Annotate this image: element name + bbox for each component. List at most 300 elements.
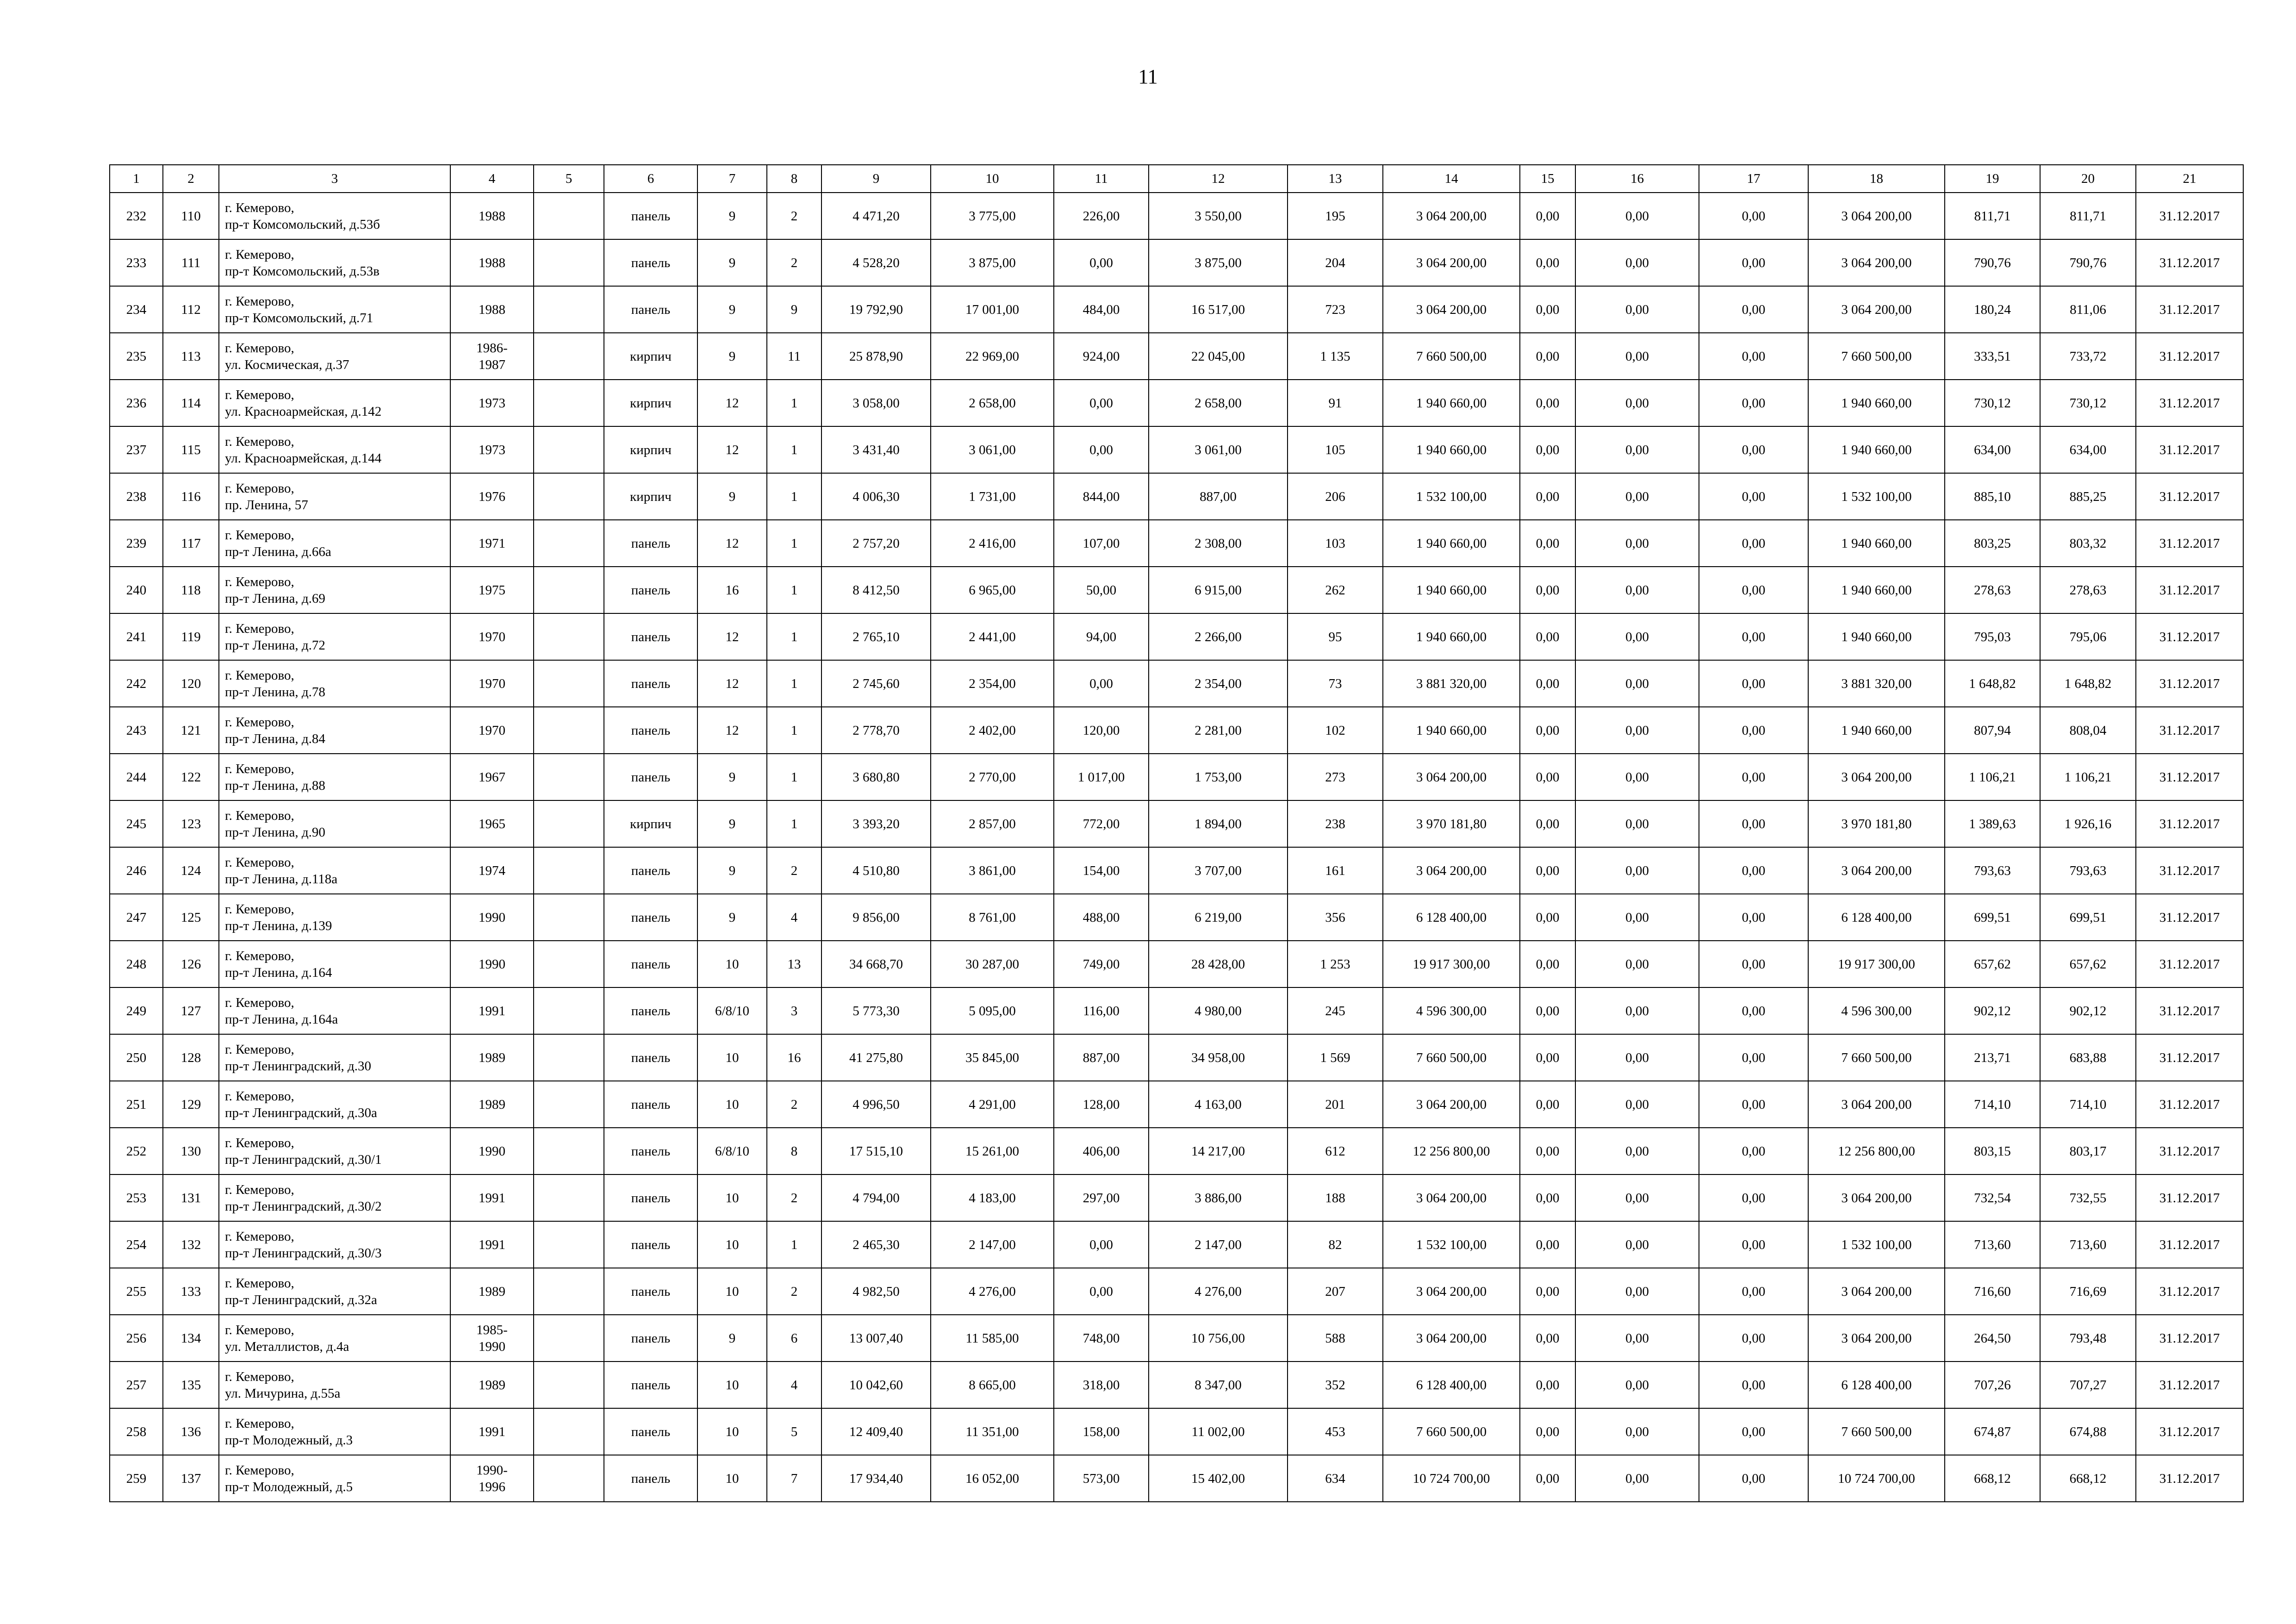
entrances-cell: 1 (767, 473, 821, 520)
col-17-cell: 0,00 (1699, 1362, 1808, 1408)
col-17-cell: 0,00 (1699, 613, 1808, 660)
row-number-cell: 247 (110, 894, 163, 941)
col-15-cell: 0,00 (1520, 613, 1575, 660)
index-cell: 115 (163, 426, 219, 473)
floors-cell: 10 (697, 941, 767, 987)
area-12-cell: 2 147,00 (1149, 1221, 1288, 1268)
nonresidential-area-cell: 749,00 (1054, 941, 1149, 987)
area-12-cell: 2 354,00 (1149, 660, 1288, 707)
residents-cell: 206 (1288, 473, 1383, 520)
nonresidential-area-cell: 297,00 (1054, 1174, 1149, 1221)
column-header-9: 9 (821, 165, 931, 193)
entrances-cell: 2 (767, 1081, 821, 1128)
residents-cell: 103 (1288, 520, 1383, 567)
row-number-cell: 259 (110, 1455, 163, 1502)
col-17-cell: 0,00 (1699, 567, 1808, 613)
address-cell: г. Кемерово, ул. Красноармейская, д.144 (219, 426, 450, 473)
col-19-value-cell: 180,24 (1945, 286, 2040, 333)
col-5-cell (534, 987, 604, 1034)
col-19-value-cell: 714,10 (1945, 1081, 2040, 1128)
year-built-cell: 1990- 1996 (450, 1455, 534, 1502)
residential-area-cell: 17 001,00 (931, 286, 1054, 333)
col-20-value-cell: 1 926,16 (2040, 800, 2136, 847)
entrances-cell: 1 (767, 660, 821, 707)
col-20-value-cell: 885,25 (2040, 473, 2136, 520)
address-cell: г. Кемерово, пр-т Ленинградский, д.30 (219, 1034, 450, 1081)
page-number: 11 (1138, 65, 1158, 88)
col-20-value-cell: 716,69 (2040, 1268, 2136, 1315)
col-5-cell (534, 941, 604, 987)
col-19-value-cell: 213,71 (1945, 1034, 2040, 1081)
nonresidential-area-cell: 116,00 (1054, 987, 1149, 1034)
col-20-value-cell: 733,72 (2040, 333, 2136, 380)
col-20-value-cell: 811,06 (2040, 286, 2136, 333)
column-header-20: 20 (2040, 165, 2136, 193)
total-area-cell: 2 745,60 (821, 660, 931, 707)
residents-cell: 238 (1288, 800, 1383, 847)
row-number-cell: 234 (110, 286, 163, 333)
residential-area-cell: 2 658,00 (931, 380, 1054, 426)
total-cost-cell: 3 881 320,00 (1383, 660, 1520, 707)
nonresidential-area-cell: 158,00 (1054, 1408, 1149, 1455)
deadline-date-cell: 31.12.2017 (2136, 1362, 2243, 1408)
col-20-value-cell: 1 106,21 (2040, 754, 2136, 800)
column-header-1: 1 (110, 165, 163, 193)
col-19-value-cell: 713,60 (1945, 1221, 2040, 1268)
floors-cell: 6/8/10 (697, 1128, 767, 1174)
entrances-cell: 2 (767, 1268, 821, 1315)
area-12-cell: 6 915,00 (1149, 567, 1288, 613)
residents-cell: 82 (1288, 1221, 1383, 1268)
wall-material-cell: панель (604, 1268, 697, 1315)
index-cell: 129 (163, 1081, 219, 1128)
total-cost-cell: 3 064 200,00 (1383, 847, 1520, 894)
col-20-value-cell: 713,60 (2040, 1221, 2136, 1268)
column-header-6: 6 (604, 165, 697, 193)
area-12-cell: 14 217,00 (1149, 1128, 1288, 1174)
row-number-cell: 255 (110, 1268, 163, 1315)
residents-cell: 273 (1288, 754, 1383, 800)
residents-cell: 195 (1288, 193, 1383, 239)
deadline-date-cell: 31.12.2017 (2136, 613, 2243, 660)
col-5-cell (534, 380, 604, 426)
floors-cell: 12 (697, 520, 767, 567)
row-number-cell: 257 (110, 1362, 163, 1408)
nonresidential-area-cell: 94,00 (1054, 613, 1149, 660)
floors-cell: 9 (697, 333, 767, 380)
col-18-cost-cell: 3 970 181,80 (1808, 800, 1945, 847)
index-cell: 119 (163, 613, 219, 660)
index-cell: 113 (163, 333, 219, 380)
floors-cell: 12 (697, 707, 767, 754)
col-15-cell: 0,00 (1520, 333, 1575, 380)
col-17-cell: 0,00 (1699, 1081, 1808, 1128)
col-16-cell: 0,00 (1575, 1128, 1699, 1174)
row-number-cell: 241 (110, 613, 163, 660)
deadline-date-cell: 31.12.2017 (2136, 567, 2243, 613)
col-15-cell: 0,00 (1520, 426, 1575, 473)
total-area-cell: 34 668,70 (821, 941, 931, 987)
column-header-17: 17 (1699, 165, 1808, 193)
col-5-cell (534, 754, 604, 800)
address-cell: г. Кемерово, пр-т Комсомольский, д.71 (219, 286, 450, 333)
floors-cell: 10 (697, 1408, 767, 1455)
entrances-cell: 2 (767, 193, 821, 239)
area-12-cell: 6 219,00 (1149, 894, 1288, 941)
floors-cell: 9 (697, 754, 767, 800)
residents-cell: 723 (1288, 286, 1383, 333)
col-16-cell: 0,00 (1575, 800, 1699, 847)
nonresidential-area-cell: 406,00 (1054, 1128, 1149, 1174)
column-header-2: 2 (163, 165, 219, 193)
total-area-cell: 2 765,10 (821, 613, 931, 660)
index-cell: 137 (163, 1455, 219, 1502)
floors-cell: 10 (697, 1362, 767, 1408)
table-row (110, 754, 2243, 800)
col-17-cell: 0,00 (1699, 520, 1808, 567)
total-area-cell: 2 778,70 (821, 707, 931, 754)
wall-material-cell: панель (604, 1174, 697, 1221)
residents-cell: 73 (1288, 660, 1383, 707)
total-area-cell: 4 528,20 (821, 239, 931, 286)
total-area-cell: 13 007,40 (821, 1315, 931, 1362)
address-cell: г. Кемерово, пр-т Ленинградский, д.30а (219, 1081, 450, 1128)
col-15-cell: 0,00 (1520, 800, 1575, 847)
year-built-cell: 1990 (450, 1128, 534, 1174)
col-5-cell (534, 847, 604, 894)
row-number-cell: 240 (110, 567, 163, 613)
col-5-cell (534, 520, 604, 567)
col-20-value-cell: 657,62 (2040, 941, 2136, 987)
total-area-cell: 3 058,00 (821, 380, 931, 426)
total-area-cell: 2 465,30 (821, 1221, 931, 1268)
wall-material-cell: панель (604, 613, 697, 660)
col-18-cost-cell: 1 532 100,00 (1808, 473, 1945, 520)
table-row (110, 333, 2243, 380)
table-row (110, 987, 2243, 1034)
year-built-cell: 1991 (450, 1408, 534, 1455)
total-area-cell: 25 878,90 (821, 333, 931, 380)
total-area-cell: 8 412,50 (821, 567, 931, 613)
table-row (110, 941, 2243, 987)
col-18-cost-cell: 3 064 200,00 (1808, 1268, 1945, 1315)
floors-cell: 9 (697, 286, 767, 333)
year-built-cell: 1988 (450, 239, 534, 286)
residents-cell: 356 (1288, 894, 1383, 941)
nonresidential-area-cell: 0,00 (1054, 1268, 1149, 1315)
address-cell: г. Кемерово, пр-т Ленина, д.78 (219, 660, 450, 707)
nonresidential-area-cell: 0,00 (1054, 380, 1149, 426)
total-cost-cell: 1 940 660,00 (1383, 426, 1520, 473)
residential-area-cell: 11 351,00 (931, 1408, 1054, 1455)
area-12-cell: 2 281,00 (1149, 707, 1288, 754)
col-16-cell: 0,00 (1575, 1315, 1699, 1362)
deadline-date-cell: 31.12.2017 (2136, 1034, 2243, 1081)
col-19-value-cell: 732,54 (1945, 1174, 2040, 1221)
col-5-cell (534, 239, 604, 286)
floors-cell: 9 (697, 894, 767, 941)
index-cell: 117 (163, 520, 219, 567)
col-18-cost-cell: 3 064 200,00 (1808, 239, 1945, 286)
residential-area-cell: 8 761,00 (931, 894, 1054, 941)
col-18-cost-cell: 3 064 200,00 (1808, 1315, 1945, 1362)
index-cell: 111 (163, 239, 219, 286)
nonresidential-area-cell: 0,00 (1054, 660, 1149, 707)
col-5-cell (534, 1268, 604, 1315)
floors-cell: 9 (697, 193, 767, 239)
area-12-cell: 34 958,00 (1149, 1034, 1288, 1081)
col-19-value-cell: 264,50 (1945, 1315, 2040, 1362)
total-area-cell: 2 757,20 (821, 520, 931, 567)
total-area-cell: 10 042,60 (821, 1362, 931, 1408)
total-area-cell: 3 431,40 (821, 426, 931, 473)
nonresidential-area-cell: 50,00 (1054, 567, 1149, 613)
residents-cell: 352 (1288, 1362, 1383, 1408)
address-cell: г. Кемерово, ул. Красноармейская, д.142 (219, 380, 450, 426)
col-18-cost-cell: 1 940 660,00 (1808, 613, 1945, 660)
area-12-cell: 3 875,00 (1149, 239, 1288, 286)
col-17-cell: 0,00 (1699, 1408, 1808, 1455)
area-12-cell: 16 517,00 (1149, 286, 1288, 333)
col-19-value-cell: 803,25 (1945, 520, 2040, 567)
entrances-cell: 7 (767, 1455, 821, 1502)
housing-registry-table (109, 164, 2244, 1502)
col-18-cost-cell: 6 128 400,00 (1808, 894, 1945, 941)
residents-cell: 245 (1288, 987, 1383, 1034)
table-row (110, 847, 2243, 894)
nonresidential-area-cell: 748,00 (1054, 1315, 1149, 1362)
total-area-cell: 3 680,80 (821, 754, 931, 800)
col-5-cell (534, 894, 604, 941)
floors-cell: 9 (697, 847, 767, 894)
floors-cell: 10 (697, 1268, 767, 1315)
col-5-cell (534, 707, 604, 754)
col-19-value-cell: 707,26 (1945, 1362, 2040, 1408)
table-row (110, 1268, 2243, 1315)
floors-cell: 9 (697, 239, 767, 286)
index-cell: 114 (163, 380, 219, 426)
index-cell: 133 (163, 1268, 219, 1315)
deadline-date-cell: 31.12.2017 (2136, 1455, 2243, 1502)
year-built-cell: 1990 (450, 941, 534, 987)
year-built-cell: 1986- 1987 (450, 333, 534, 380)
col-15-cell: 0,00 (1520, 567, 1575, 613)
col-19-value-cell: 668,12 (1945, 1455, 2040, 1502)
row-number-cell: 256 (110, 1315, 163, 1362)
wall-material-cell: панель (604, 567, 697, 613)
deadline-date-cell: 31.12.2017 (2136, 426, 2243, 473)
deadline-date-cell: 31.12.2017 (2136, 1174, 2243, 1221)
nonresidential-area-cell: 318,00 (1054, 1362, 1149, 1408)
col-19-value-cell: 793,63 (1945, 847, 2040, 894)
row-number-cell: 236 (110, 380, 163, 426)
col-16-cell: 0,00 (1575, 1034, 1699, 1081)
residents-cell: 207 (1288, 1268, 1383, 1315)
address-cell: г. Кемерово, пр-т Ленина, д.139 (219, 894, 450, 941)
area-12-cell: 10 756,00 (1149, 1315, 1288, 1362)
col-15-cell: 0,00 (1520, 987, 1575, 1034)
entrances-cell: 5 (767, 1408, 821, 1455)
wall-material-cell: панель (604, 754, 697, 800)
entrances-cell: 1 (767, 800, 821, 847)
index-cell: 112 (163, 286, 219, 333)
row-number-cell: 254 (110, 1221, 163, 1268)
area-12-cell: 15 402,00 (1149, 1455, 1288, 1502)
entrances-cell: 8 (767, 1128, 821, 1174)
total-area-cell: 4 996,50 (821, 1081, 931, 1128)
index-cell: 132 (163, 1221, 219, 1268)
year-built-cell: 1965 (450, 800, 534, 847)
floors-cell: 12 (697, 380, 767, 426)
residents-cell: 102 (1288, 707, 1383, 754)
column-header-13: 13 (1288, 165, 1383, 193)
deadline-date-cell: 31.12.2017 (2136, 707, 2243, 754)
col-5-cell (534, 1081, 604, 1128)
year-built-cell: 1976 (450, 473, 534, 520)
col-16-cell: 0,00 (1575, 987, 1699, 1034)
table-row (110, 613, 2243, 660)
col-16-cell: 0,00 (1575, 1268, 1699, 1315)
nonresidential-area-cell: 484,00 (1054, 286, 1149, 333)
residential-area-cell: 15 261,00 (931, 1128, 1054, 1174)
residential-area-cell: 2 857,00 (931, 800, 1054, 847)
wall-material-cell: панель (604, 1081, 697, 1128)
index-cell: 127 (163, 987, 219, 1034)
col-17-cell: 0,00 (1699, 847, 1808, 894)
col-18-cost-cell: 1 532 100,00 (1808, 1221, 1945, 1268)
area-12-cell: 2 308,00 (1149, 520, 1288, 567)
col-15-cell: 0,00 (1520, 473, 1575, 520)
entrances-cell: 2 (767, 847, 821, 894)
floors-cell: 9 (697, 1315, 767, 1362)
entrances-cell: 9 (767, 286, 821, 333)
col-16-cell: 0,00 (1575, 613, 1699, 660)
area-12-cell: 1 894,00 (1149, 800, 1288, 847)
year-built-cell: 1985- 1990 (450, 1315, 534, 1362)
floors-cell: 16 (697, 567, 767, 613)
column-header-8: 8 (767, 165, 821, 193)
col-17-cell: 0,00 (1699, 380, 1808, 426)
col-15-cell: 0,00 (1520, 894, 1575, 941)
year-built-cell: 1975 (450, 567, 534, 613)
residents-cell: 105 (1288, 426, 1383, 473)
col-18-cost-cell: 1 940 660,00 (1808, 520, 1945, 567)
col-15-cell: 0,00 (1520, 1221, 1575, 1268)
col-15-cell: 0,00 (1520, 1362, 1575, 1408)
residents-cell: 1 569 (1288, 1034, 1383, 1081)
col-16-cell: 0,00 (1575, 941, 1699, 987)
col-19-value-cell: 716,60 (1945, 1268, 2040, 1315)
area-12-cell: 28 428,00 (1149, 941, 1288, 987)
row-number-cell: 237 (110, 426, 163, 473)
row-number-cell: 251 (110, 1081, 163, 1128)
index-cell: 130 (163, 1128, 219, 1174)
row-number-cell: 238 (110, 473, 163, 520)
col-15-cell: 0,00 (1520, 286, 1575, 333)
col-19-value-cell: 811,71 (1945, 193, 2040, 239)
row-number-cell: 250 (110, 1034, 163, 1081)
col-17-cell: 0,00 (1699, 286, 1808, 333)
residents-cell: 453 (1288, 1408, 1383, 1455)
area-12-cell: 2 266,00 (1149, 613, 1288, 660)
col-16-cell: 0,00 (1575, 707, 1699, 754)
index-cell: 116 (163, 473, 219, 520)
col-16-cell: 0,00 (1575, 239, 1699, 286)
col-17-cell: 0,00 (1699, 754, 1808, 800)
total-cost-cell: 3 064 200,00 (1383, 754, 1520, 800)
col-16-cell: 0,00 (1575, 426, 1699, 473)
nonresidential-area-cell: 128,00 (1054, 1081, 1149, 1128)
table-row (110, 193, 2243, 239)
total-cost-cell: 7 660 500,00 (1383, 333, 1520, 380)
wall-material-cell: панель (604, 286, 697, 333)
col-20-value-cell: 803,32 (2040, 520, 2136, 567)
column-header-21: 21 (2136, 165, 2243, 193)
nonresidential-area-cell: 573,00 (1054, 1455, 1149, 1502)
area-12-cell: 1 753,00 (1149, 754, 1288, 800)
col-20-value-cell: 811,71 (2040, 193, 2136, 239)
residential-area-cell: 4 183,00 (931, 1174, 1054, 1221)
index-cell: 136 (163, 1408, 219, 1455)
col-5-cell (534, 333, 604, 380)
wall-material-cell: панель (604, 660, 697, 707)
total-area-cell: 12 409,40 (821, 1408, 931, 1455)
total-cost-cell: 3 064 200,00 (1383, 193, 1520, 239)
col-20-value-cell: 278,63 (2040, 567, 2136, 613)
address-cell: г. Кемерово, пр-т Ленина, д.72 (219, 613, 450, 660)
entrances-cell: 1 (767, 707, 821, 754)
col-20-value-cell: 668,12 (2040, 1455, 2136, 1502)
floors-cell: 10 (697, 1221, 767, 1268)
deadline-date-cell: 31.12.2017 (2136, 333, 2243, 380)
col-19-value-cell: 795,03 (1945, 613, 2040, 660)
deadline-date-cell: 31.12.2017 (2136, 1315, 2243, 1362)
entrances-cell: 2 (767, 239, 821, 286)
total-area-cell: 17 515,10 (821, 1128, 931, 1174)
total-cost-cell: 7 660 500,00 (1383, 1034, 1520, 1081)
table-row (110, 1034, 2243, 1081)
col-18-cost-cell: 7 660 500,00 (1808, 333, 1945, 380)
address-cell: г. Кемерово, пр-т Молодежный, д.5 (219, 1455, 450, 1502)
table-row (110, 1455, 2243, 1502)
residential-area-cell: 11 585,00 (931, 1315, 1054, 1362)
nonresidential-area-cell: 772,00 (1054, 800, 1149, 847)
deadline-date-cell: 31.12.2017 (2136, 1128, 2243, 1174)
row-number-cell: 246 (110, 847, 163, 894)
col-15-cell: 0,00 (1520, 520, 1575, 567)
col-18-cost-cell: 1 940 660,00 (1808, 567, 1945, 613)
col-15-cell: 0,00 (1520, 1081, 1575, 1128)
total-cost-cell: 1 940 660,00 (1383, 567, 1520, 613)
wall-material-cell: кирпич (604, 426, 697, 473)
col-19-value-cell: 634,00 (1945, 426, 2040, 473)
table-row (110, 1174, 2243, 1221)
index-cell: 121 (163, 707, 219, 754)
col-16-cell: 0,00 (1575, 333, 1699, 380)
wall-material-cell: панель (604, 520, 697, 567)
address-cell: г. Кемерово, пр-т Ленина, д.69 (219, 567, 450, 613)
year-built-cell: 1989 (450, 1081, 534, 1128)
col-16-cell: 0,00 (1575, 380, 1699, 426)
col-20-value-cell: 803,17 (2040, 1128, 2136, 1174)
index-cell: 123 (163, 800, 219, 847)
entrances-cell: 6 (767, 1315, 821, 1362)
row-number-cell: 245 (110, 800, 163, 847)
residents-cell: 262 (1288, 567, 1383, 613)
address-cell: г. Кемерово, пр-т Ленинградский, д.30/3 (219, 1221, 450, 1268)
col-20-value-cell: 699,51 (2040, 894, 2136, 941)
col-15-cell: 0,00 (1520, 941, 1575, 987)
